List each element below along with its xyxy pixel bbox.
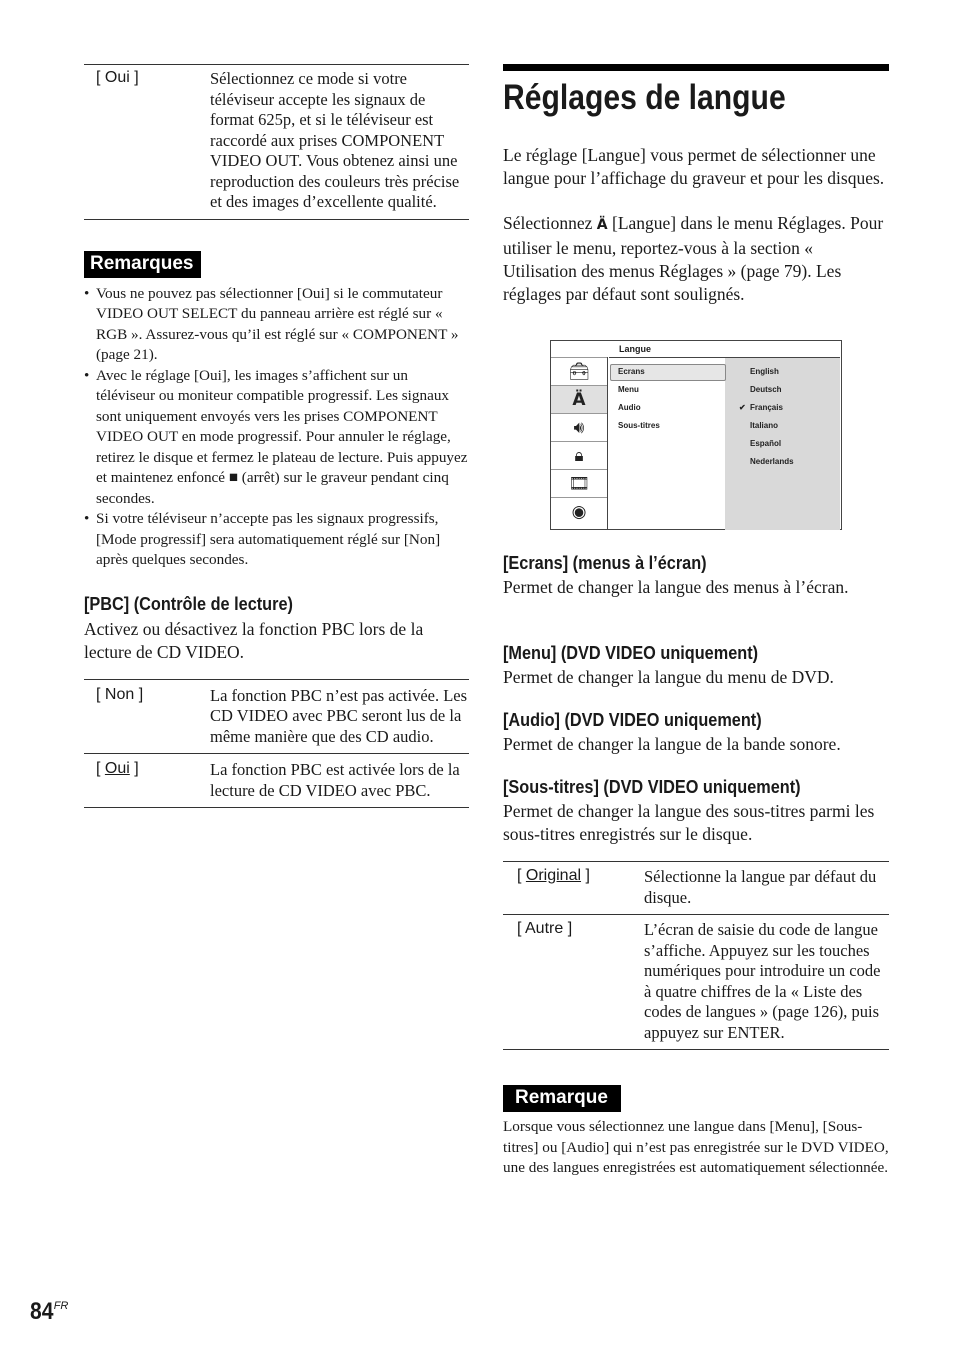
audio-text: Permet de changer la langue de la bande sonore. (503, 734, 841, 754)
language-option[interactable]: Nederlands (750, 457, 794, 466)
table-row (84, 679, 469, 754)
check-icon: ✔ (739, 403, 746, 412)
intro-paragraph: Le réglage [Langue] vous permet de sélectionner une langue pour l’affichage du graveur et pour les disques. (503, 145, 885, 188)
pbc-intro: Activez ou désactivez la fonction PBC lors de la lecture de CD VIDEO. (84, 618, 424, 662)
option-description: Sélectionne la langue par défaut du disque. (644, 867, 877, 907)
table-row (84, 754, 469, 808)
menu-text: Permet de changer la langue du menu de DVD. (503, 667, 834, 687)
default-value: Oui (104, 760, 130, 777)
default-value: Original (525, 867, 582, 884)
table-row (503, 862, 889, 915)
ecrans-text: Permet de changer la langue des menus à l’écran. (503, 577, 849, 597)
key-bracket: [ (517, 867, 526, 884)
menu-panel (609, 357, 840, 530)
page-title: Réglages de langue (503, 78, 786, 117)
language-option[interactable]: Italiano (750, 421, 779, 430)
remarque-text: Lorsque vous sélectionnez une langue dans [Menu], [Sous-titres] ou [Audio] qui n’est pas enregistrée sur le DVD VIDEO, une des langues enregistrées est automatiquement sélectionnée. (503, 1118, 889, 1176)
menu-item-audio[interactable]: Audio (618, 403, 641, 412)
audio-heading: [Audio] (DVD VIDEO uniquement) (503, 709, 762, 730)
language-icon: Ä (551, 385, 607, 414)
instruction-paragraph (503, 212, 889, 306)
key-bracket: [ (96, 760, 105, 777)
speaker-icon: 🔊︎ (551, 413, 607, 442)
language-menu-screenshot (550, 340, 842, 530)
menu-item-sous-titres[interactable]: Sous-titres (618, 421, 660, 430)
instruction-text: Sélectionnez (503, 213, 593, 233)
menu-item-ecrans[interactable]: Ecrans (618, 367, 645, 376)
toolbox-icon: 🧰︎ (551, 357, 607, 386)
menu-title: Langue (619, 344, 652, 354)
sous-titres-text: Permet de changer la langue des sous-titres parmi les sous-titres enregistrés sur le disque. (503, 801, 875, 844)
option-description: L’écran de saisie du code de langue s’affiche. Appuyez sur les touches numériques pour introduire un code à quatre chiffres de la « Liste des codes de langues » (page 126), puis appuyez sur ENTER. (644, 920, 881, 1042)
progressive-options-table (84, 64, 469, 220)
option-key (84, 754, 210, 808)
left-column (84, 64, 469, 808)
ecrans-heading: [Ecrans] (menus à l’écran) (503, 552, 707, 573)
list-item: • Avec le réglage [Oui], les images s’affichent sur un téléviseur ou moniteur compatible progressif. Les signaux sont uniquement envoyés vers les prises COMPONENT VIDEO OUT en mode progressif. Pour annuler le réglage, retirez le disque et fermez le plateau de lecture. Puis appuyez et maintenez enfoncé ■ (arrêt) sur le graveur pendant cinq secondes. (84, 366, 469, 510)
menu-heading: [Menu] (DVD VIDEO uniquement) (503, 642, 759, 663)
option-description: Sélectionnez ce mode si votre téléviseur accepte les signaux de format 625p, et si le téléviseur est raccordé aux prises COMPONENT VIDEO OUT. Vous obtenez ainsi une reproduction des couleurs très précise et des images d’excellente qualité. (210, 69, 460, 211)
table-row (503, 915, 889, 1050)
sous-titres-heading: [Sous-titres] (DVD VIDEO uniquement) (503, 776, 801, 797)
film-icon: 🎞︎ (551, 469, 607, 498)
option-key: [ Autre ] (517, 920, 573, 937)
menu-item-menu[interactable]: Menu (618, 385, 639, 394)
language-option[interactable]: Français (750, 403, 783, 412)
right-column-lower (503, 552, 889, 1179)
language-options-panel (725, 358, 840, 530)
key-bracket: ] (129, 760, 139, 777)
language-option[interactable]: Deutsch (750, 385, 782, 394)
list-item: • Si votre téléviseur n’accepte pas les signaux progressifs, [Mode progressif] sera automatiquement réglé sur [Non] après quelques secondes. (84, 509, 469, 571)
pbc-options-table (84, 679, 469, 809)
remarques-badge: Remarques (84, 251, 201, 278)
pbc-heading: [PBC] (Contrôle de lecture) (84, 592, 293, 614)
page-number (30, 1298, 71, 1326)
page-language-suffix: FR (53, 1300, 69, 1312)
language-option[interactable]: English (750, 367, 779, 376)
table-row (84, 65, 469, 220)
setup-sidebar (551, 357, 608, 529)
page-number-value: 84 (30, 1298, 54, 1325)
option-key (503, 862, 644, 915)
key-bracket: ] (581, 867, 590, 884)
language-icon: Ä (596, 217, 608, 233)
lock-icon: 🔒︎ (551, 441, 607, 470)
sous-titres-options-table (503, 861, 889, 1050)
remarques-list (84, 284, 469, 571)
list-item: • Vous ne pouvez pas sélectionner [Oui] si le commutateur VIDEO OUT SELECT du panneau arrière est réglé sur « RGB ». Assurez-vous qu’il est réglé sur « COMPONENT » (page 21). (84, 284, 469, 366)
option-key: [ Non ] (96, 685, 144, 703)
right-column (503, 64, 889, 306)
option-description: La fonction PBC est activée lors de la lecture de CD VIDEO avec PBC. (210, 760, 460, 800)
title-rule (503, 64, 889, 71)
remarque-badge: Remarque (503, 1085, 621, 1112)
option-description: La fonction PBC n’est pas activée. Les CD VIDEO avec PBC seront lus de la même manière que des CD audio. (210, 685, 468, 746)
option-key: [ Oui ] (96, 69, 139, 86)
language-option[interactable]: Español (750, 439, 782, 448)
instruction-text: [Langue] dans le menu Réglages. Pour utiliser le menu, reportez-vous à la section « Utilisation des menus Réglages » (page 79). Les réglages par défaut sont soulignés. (503, 213, 884, 304)
disc-icon: ◉ (551, 497, 607, 526)
